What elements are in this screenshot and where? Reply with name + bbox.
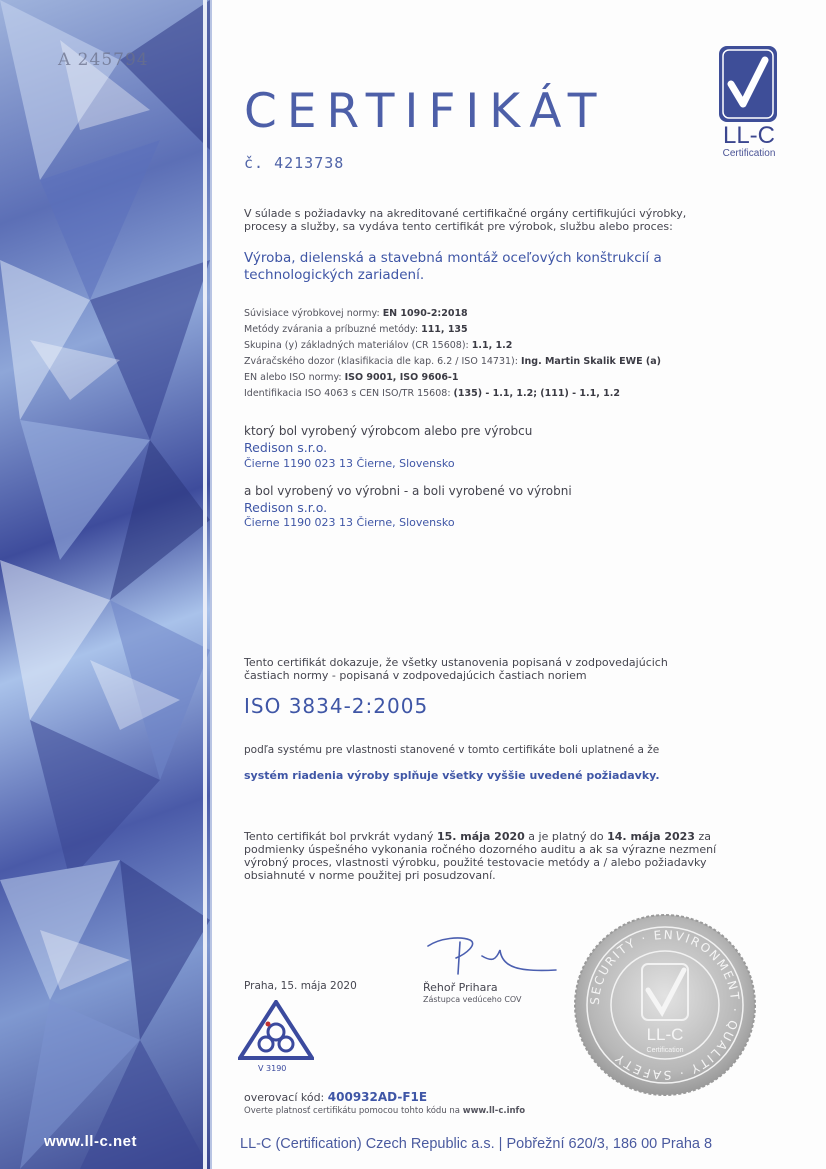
spec-line: Identifikacia ISO 4063 s CEN ISO/TR 15608: (135) - 1.1, 1.2; (111) - 1.1, 1.2	[244, 388, 620, 399]
checkmark-icon	[719, 46, 777, 122]
logo-text: LL-C	[722, 122, 776, 149]
standard-title: ISO 3834-2:2005	[244, 694, 429, 718]
llc-logo	[719, 46, 779, 159]
manufacturer-name: Redison s.r.o.	[244, 440, 328, 455]
certificate-number: č. 4213738	[244, 154, 345, 172]
plant-label: a bol vyrobený vo výrobni - a boli vyrobené vo výrobni	[244, 484, 572, 498]
intro-text: V súlade s požiadavky na akreditované certifikačné orgány certifikujúci výrobky, procesy a služby, sa vydáva tento certifikát pre výrobok, službu alebo proces:	[244, 207, 687, 233]
plant-name: Redison s.r.o.	[244, 500, 328, 515]
seal-ring-text: SECURITY · ENVIRONMENT · QUALITY · SAFETY	[587, 927, 743, 1083]
accreditation-number: V 3190	[258, 1064, 287, 1073]
spec-line: Metódy zvárania a príbuzné metódy: 111, 135	[244, 324, 468, 335]
plant-address: Čierne 1190 023 13 Čierne, Slovensko	[244, 516, 455, 529]
signatory-role: Zástupca vedúceho COV	[423, 995, 522, 1004]
serial-number: A 245794	[58, 50, 149, 70]
seal-icon	[572, 912, 758, 1098]
accreditation-mark	[238, 1000, 314, 1073]
system-line: podľa systému pre vlastnosti stanovené v tomto certifikáte boli uplatnené a že	[244, 744, 660, 756]
spec-line: Skupina (y) základných materiálov (CR 15608): 1.1, 1.2	[244, 340, 513, 351]
validity-text: Tento certifikát bol prvkrát vydaný 15. mája 2020 a je platný do 14. mája 2023 za podmienky úspešného vykonania ročného dozorného auditu a ak sa výrazne nezmení výrobný proces, vlastnosti výrobku, použité testovacie metódy a / alebo požiadavky obsiahnuté v norme použitej pri posudzovaní.	[244, 830, 717, 882]
decorative-side-panel	[0, 0, 210, 1169]
accreditation-icon	[238, 1000, 314, 1062]
seal-center-text: LL-C	[646, 1025, 684, 1044]
signature-image	[420, 932, 560, 980]
conclusion-text: systém riadenia výroby splňuje všetky vyššie uvedené požiadavky.	[244, 769, 660, 782]
manufacturer-address: Čierne 1190 023 13 Čierne, Slovensko	[244, 457, 455, 470]
divider	[203, 0, 207, 1169]
spec-line: EN alebo ISO normy: ISO 9001, ISO 9606-1	[244, 372, 459, 383]
signatory-name: Řehoř Prihara	[423, 981, 498, 994]
verification-line: overovací kód: 400932AD-F1E	[244, 1090, 428, 1104]
logo-subtitle: Certification	[722, 148, 776, 159]
spec-line: Súvisiace výrobkovej normy: EN 1090-2:2018	[244, 308, 468, 319]
manufacturer-label: ktorý bol vyrobený výrobcom alebo pre výrobcu	[244, 424, 533, 438]
crystal-pattern	[0, 0, 210, 1169]
proof-text: Tento certifikát dokazuje, že všetky ustanovenia popisaná v zodpovedajúcich častiach normy - popisaná v zodpovedajúcich častiach noriem	[244, 656, 668, 682]
footer-address: LL-C (Certification) Czech Republic a.s. | Pobřežní 620/3, 186 00 Praha 8	[240, 1136, 713, 1152]
divider	[210, 0, 212, 1169]
silver-seal	[572, 912, 758, 1102]
website-link[interactable]: www.ll-c.net	[44, 1133, 137, 1150]
spec-line: Zváračského dozor (klasifikacia dle kap. 6.2 / ISO 14731): Ing. Martin Skalik EWE (a)	[244, 356, 661, 367]
scope-text: Výroba, dielenská a stavebná montáž oceľových konštrukcií a technologických zariadení.	[244, 250, 662, 283]
seal-sub-text: Certification	[646, 1047, 684, 1054]
verification-note: Overte platnosť certifikátu pomocou tohto kódu na www.ll-c.info	[244, 1106, 526, 1116]
place-date: Praha, 15. mája 2020	[244, 980, 357, 992]
certificate-title: CERTIFIKÁT	[244, 84, 607, 139]
